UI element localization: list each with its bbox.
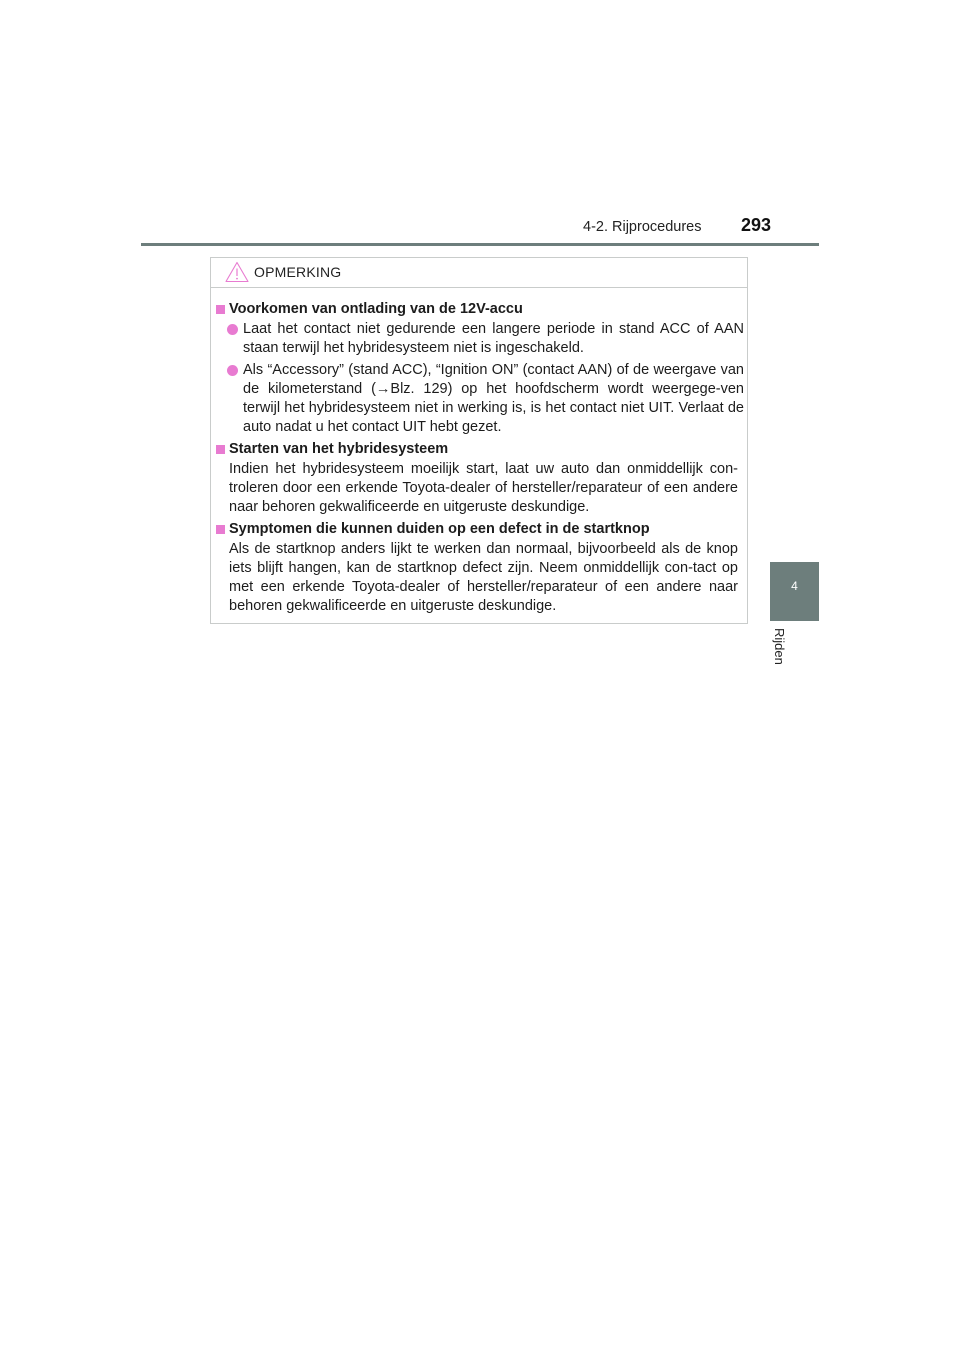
square-bullet-icon xyxy=(216,445,225,454)
circle-bullet-icon xyxy=(227,365,238,376)
notice-section xyxy=(216,440,744,517)
list-item: Als “Accessory” (stand ACC), “Ignition ON” (contact AAN) of de weergave van de kilometerstand (→Blz. 129) op het hoofdscherm wordt weergege-ven terwijl het hybridesysteem niet in werking is, is het contact niet UIT. Verlaat de auto nadat u het contact UIT hebt gezet. xyxy=(216,361,744,437)
section-heading: Starten van het hybridesysteem xyxy=(216,440,744,459)
notice-box xyxy=(210,257,748,624)
header-divider xyxy=(141,243,819,246)
circle-bullet-icon xyxy=(227,324,238,335)
page-number: 293 xyxy=(741,215,772,235)
chapter-label-text: Rijden xyxy=(772,628,787,665)
chapter-number: 4 xyxy=(791,579,798,593)
section-body: Indien het hybridesysteem moeilijk start, laat uw auto dan onmiddellijk con-troleren door een erkende Toyota-dealer of hersteller/reparateur of een andere naar behoren gekwalificeerde en uitgeruste deskundige. xyxy=(229,461,738,515)
square-bullet-icon xyxy=(216,525,225,534)
section-title: 4-2. Rijprocedures xyxy=(583,219,702,235)
notice-header xyxy=(211,258,747,288)
chapter-label xyxy=(772,628,806,676)
notice-section xyxy=(216,520,744,616)
list-item: Laat het contact niet gedurende een langere periode in stand ACC of AAN staan terwijl het hybridesysteem niet is ingeschakeld. xyxy=(216,320,744,358)
square-bullet-icon xyxy=(216,305,225,314)
section-body: Als de startknop anders lijkt te werken dan normaal, bijvoorbeeld als de knop iets blijft hangen, kan de startknop defect zijn. Neem onmiddellijk con-tact op met een erkende Toyota-dealer of hersteller/reparateur of een andere naar behoren gekwalificeerde en uitgeruste deskundige. xyxy=(229,541,738,614)
notice-section xyxy=(216,300,744,437)
chapter-tab xyxy=(770,562,819,621)
notice-title: OPMERKING xyxy=(254,264,342,280)
section-heading: Voorkomen van ontlading van de 12V-accu xyxy=(216,300,744,319)
notice-content xyxy=(216,300,744,619)
warning-triangle-icon xyxy=(225,261,249,283)
section-heading: Symptomen die kunnen duiden op een defect in de startknop xyxy=(216,520,744,539)
